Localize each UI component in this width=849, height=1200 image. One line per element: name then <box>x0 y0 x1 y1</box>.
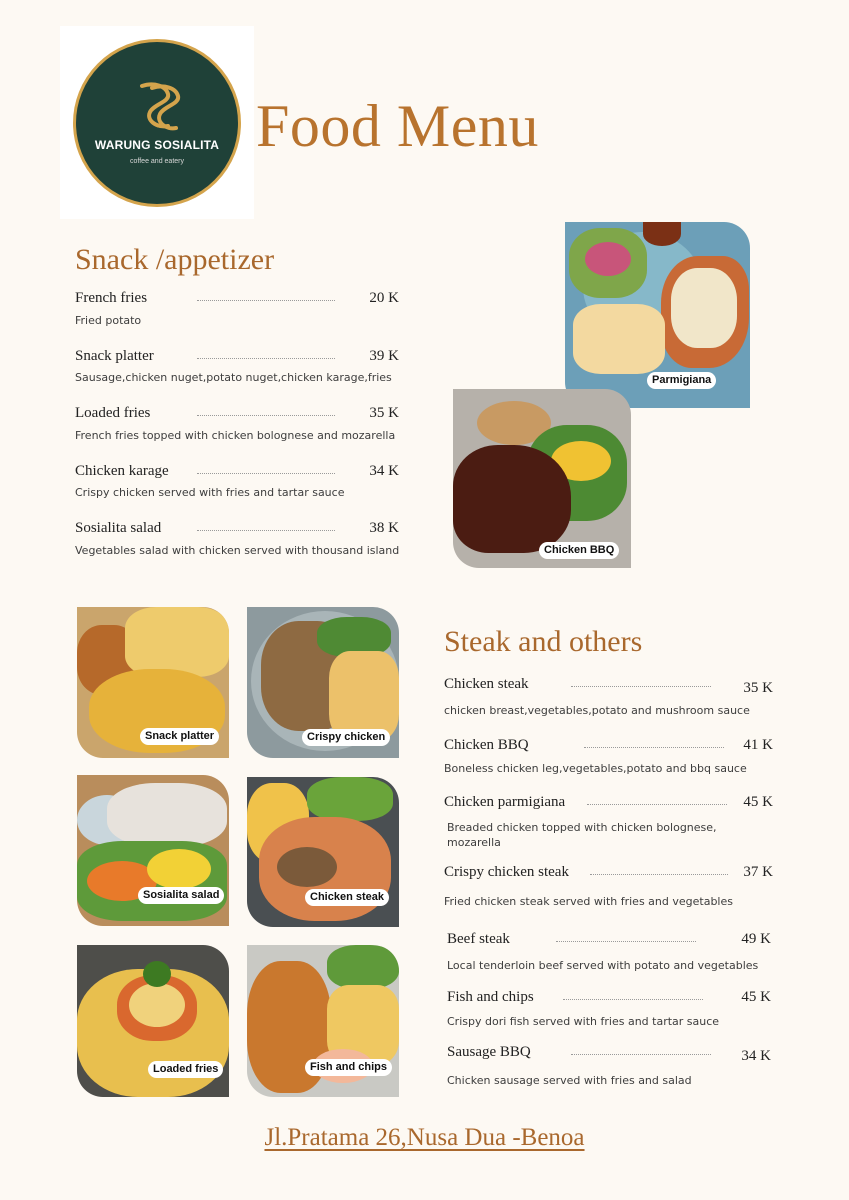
menu-item <box>75 463 400 503</box>
section-title-snack: Snack /appetizer <box>75 243 275 276</box>
item-name: Chicken BBQ <box>444 737 529 753</box>
item-price: 20 K <box>369 290 399 306</box>
item-price: 34 K <box>369 463 399 479</box>
item-description: Crispy dori fish served with fries and tartar sauce <box>447 1015 720 1028</box>
mushroom-sauce-shape <box>277 847 337 887</box>
photo-chicken-bbq <box>453 389 631 568</box>
item-name: Chicken karage <box>75 463 169 479</box>
page-title: Food Menu <box>256 93 539 159</box>
item-price: 41 K <box>743 737 773 753</box>
item-description: Boneless chicken leg,vegetables,potato and bbq sauce <box>444 762 747 775</box>
bbq-chicken-shape <box>453 445 571 553</box>
fries-shape <box>125 607 229 677</box>
cheese-shape <box>671 268 737 348</box>
vegetables-shape <box>307 777 393 821</box>
chicken-shape <box>107 783 227 847</box>
photo-label: Snack platter <box>140 728 219 745</box>
item-description: Fried chicken steak served with fries and vegetables <box>444 895 733 908</box>
photo-parmigiana <box>565 222 750 408</box>
menu-item <box>75 290 400 330</box>
menu-item <box>447 931 774 975</box>
leader-dots <box>571 686 711 687</box>
leader-dots <box>590 874 728 875</box>
leader-dots <box>197 358 335 359</box>
herb-shape <box>143 961 171 987</box>
item-price: 37 K <box>743 864 773 880</box>
menu-item <box>444 676 774 720</box>
item-price: 35 K <box>743 680 773 696</box>
photo-label: Fish and chips <box>305 1059 392 1076</box>
cabbage-shape <box>585 242 631 276</box>
item-description: Breaded chicken topped with chicken bolognese, mozarella <box>447 821 717 849</box>
photo-label: Chicken BBQ <box>539 542 619 559</box>
fries-shape <box>573 304 665 374</box>
leader-dots <box>584 747 724 748</box>
item-price: 45 K <box>741 989 771 1005</box>
section-title-steak: Steak and others <box>444 625 643 658</box>
brand-name: WARUNG SOSIALITA <box>94 138 220 152</box>
leader-dots <box>197 473 335 474</box>
leader-dots <box>556 941 696 942</box>
item-name: Chicken parmigiana <box>444 794 566 810</box>
item-name: Fish and chips <box>447 989 534 1005</box>
item-name: Loaded fries <box>75 405 151 421</box>
leader-dots <box>197 300 335 301</box>
photo-snack-platter <box>77 607 229 758</box>
item-price: 35 K <box>369 405 399 421</box>
brand-tagline: coffee and eatery <box>130 158 184 165</box>
address: Jl.Pratama 26,Nusa Dua -Benoa <box>264 1124 585 1151</box>
item-name: Beef steak <box>447 931 510 947</box>
item-price: 49 K <box>741 931 771 947</box>
photo-loaded-fries <box>77 945 229 1097</box>
item-description: Fried potato <box>75 314 142 327</box>
sauce-bowl-shape <box>643 222 681 246</box>
item-price: 38 K <box>369 520 399 536</box>
photo-crispy-chicken <box>247 607 399 758</box>
photo-label: Loaded fries <box>148 1061 223 1078</box>
menu-item <box>75 405 400 445</box>
photo-label: Parmigiana <box>647 372 716 389</box>
item-description: Sausage,chicken nuget,potato nuget,chicken karage,fries <box>75 371 392 384</box>
logo <box>73 39 241 207</box>
photo-label: Sosialita salad <box>138 887 224 904</box>
menu-item <box>447 1044 774 1088</box>
item-name: Sosialita salad <box>75 520 162 536</box>
item-name: Crispy chicken steak <box>444 864 569 880</box>
leader-dots <box>197 415 335 416</box>
menu-item <box>444 794 774 850</box>
fries-shape <box>329 651 399 741</box>
photo-label: Crispy chicken <box>302 729 390 746</box>
leader-dots <box>587 804 727 805</box>
item-description: Crispy chicken served with fries and tartar sauce <box>75 486 345 499</box>
photo-chicken-steak <box>247 777 399 927</box>
item-name: Chicken steak <box>444 676 529 692</box>
salad-shape <box>327 945 399 989</box>
item-price: 39 K <box>369 348 399 364</box>
item-description: Local tenderloin beef served with potato and vegetables <box>447 959 759 972</box>
menu-item <box>75 348 400 388</box>
logo-card <box>60 26 254 219</box>
menu-item <box>75 520 400 560</box>
menu-item <box>444 737 774 781</box>
item-name: French fries <box>75 290 148 306</box>
photo-sosialita-salad <box>77 775 229 926</box>
photo-fish-and-chips <box>247 945 399 1097</box>
item-description: French fries topped with chicken bolognese and mozarella <box>75 429 396 442</box>
leader-dots <box>197 530 335 531</box>
item-price: 45 K <box>743 794 773 810</box>
double-s-leaf-icon <box>132 80 186 134</box>
corn-shape <box>147 849 211 889</box>
cheese-shape <box>129 983 185 1027</box>
item-name: Snack platter <box>75 348 154 364</box>
item-name: Sausage BBQ <box>447 1044 531 1060</box>
item-description: Vegetables salad with chicken served with thousand island <box>75 544 400 557</box>
leader-dots <box>571 1054 711 1055</box>
item-price: 34 K <box>741 1048 771 1064</box>
item-description: chicken breast,vegetables,potato and mushroom sauce <box>444 704 750 717</box>
photo-label: Chicken steak <box>305 889 389 906</box>
leader-dots <box>563 999 703 1000</box>
menu-item <box>447 989 774 1033</box>
menu-item <box>444 864 774 908</box>
item-description: Chicken sausage served with fries and salad <box>447 1074 692 1087</box>
